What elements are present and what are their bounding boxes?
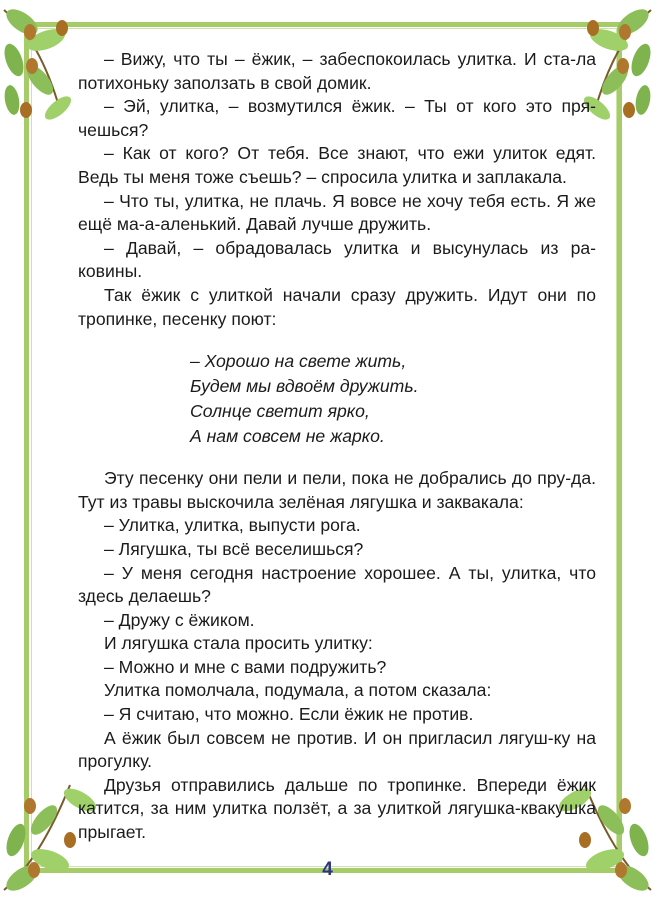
paragraph: – Эй, улитка, – возмутился ёжик. – Ты от кого это пря-чешься? (78, 96, 596, 140)
paragraph: – Что ты, улитка, не плачь. Я вовсе не хочу тебя есть. Я же ещё ма-а-аленький. Давай лучше дружить. (78, 190, 596, 235)
paragraph: – Можно и мне с вами подружить? (104, 656, 387, 677)
paragraph: – Как от кого? От тебя. Все знают, что ежи улиток едят. Ведь ты меня тоже съешь? – спросила улитка и заплакала. (78, 143, 596, 187)
paragraph: – Вижу, что ты – ёжик, – забеспокоилась улитка. И ста-ла потихоньку заползать в свой домик. (78, 49, 596, 93)
paragraph: – У меня сегодня настроение хорошее. А ты, улитка, что здесь делаешь? (78, 562, 596, 607)
page-number: 4 (322, 859, 333, 880)
paragraph: – Улитка, улитка, выпусти рога. (104, 515, 361, 536)
paragraph: – Давай, – обрадовалась улитка и высунулась из ра-ковины. (78, 237, 596, 282)
paragraph: – Дружу с ёжиком. (104, 609, 255, 630)
poem-line: – Хорошо на свете жить, (190, 351, 407, 372)
paragraph: – Лягушка, ты всё веселишься? (104, 538, 364, 559)
paragraph: Улитка помолчала, подумала, а потом сказала: (104, 680, 492, 701)
poem (190, 349, 596, 449)
paragraph: И лягушка стала просить улитку: (104, 633, 373, 654)
paragraph: Друзья отправились дальше по тропинке. Впереди ёжик катится, за ним улитка ползёт, а за улиткой лягушка-квакушка прыгает. (78, 774, 596, 843)
poem-line: А нам совсем не жарко. (190, 426, 385, 447)
poem-line: Будем мы вдвоём дружить. (190, 376, 419, 397)
paragraph: Эту песенку они пели и пели, пока не добрались до пру-да. Тут из травы выскочила зелёная лягушка и заквакала: (78, 468, 596, 512)
story-text (78, 48, 596, 845)
paragraph: Так ёжик с улиткой начали сразу дружить. Идут они по тропинке, песенку поют: (78, 284, 596, 329)
paragraph: – Я считаю, что можно. Если ёжик не против. (104, 704, 474, 725)
paragraph: А ёжик был совсем не против. И он пригласил лягуш-ку на прогулку. (78, 727, 596, 772)
poem-line: Солнце светит ярко, (190, 401, 370, 422)
